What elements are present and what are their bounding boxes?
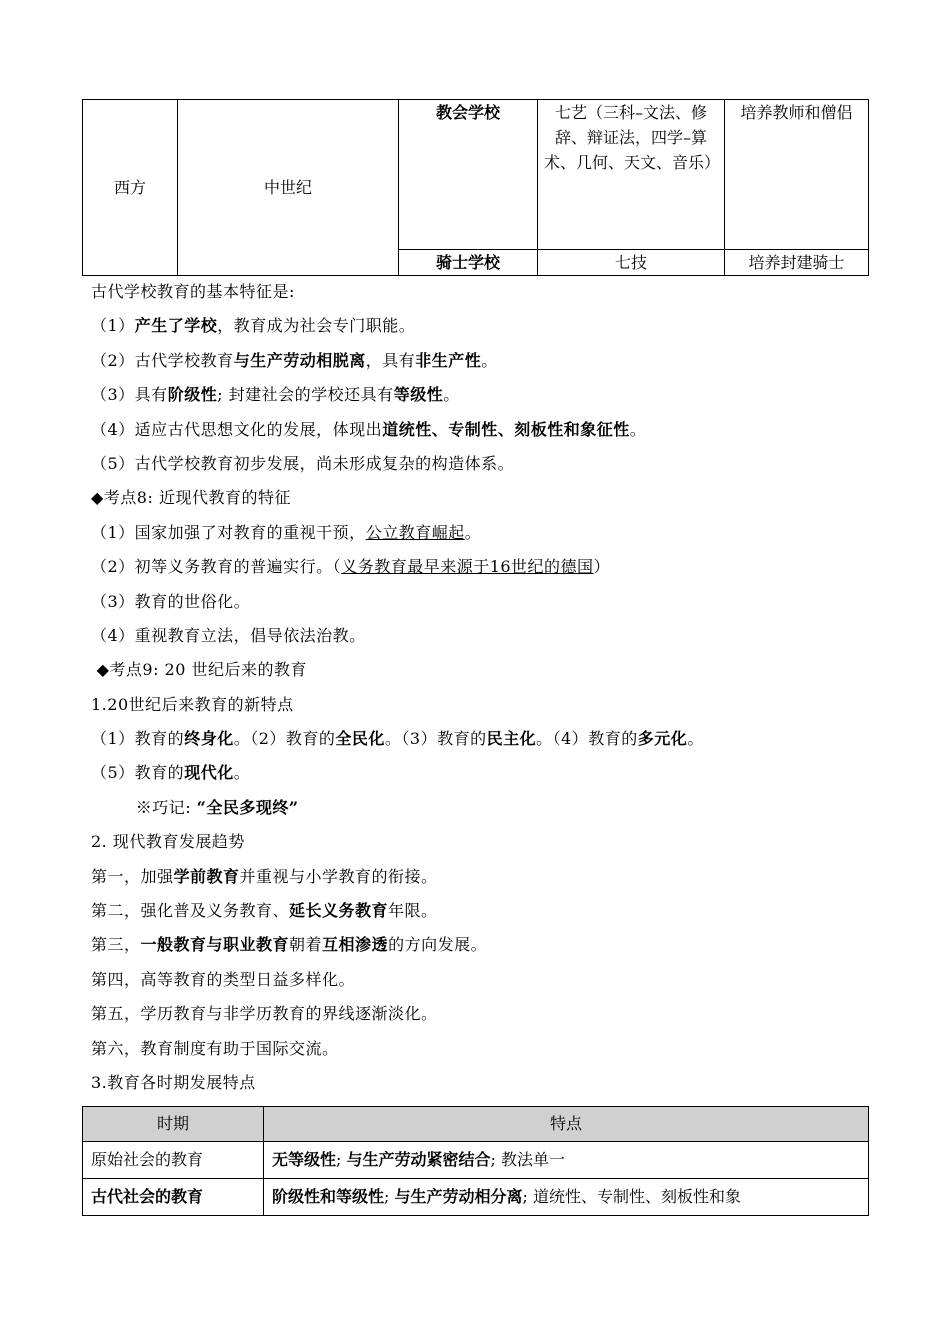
features-cell xyxy=(264,1179,869,1216)
text-segment: 朝着 xyxy=(289,935,323,955)
bold-text: 现代化 xyxy=(184,763,234,783)
bold-text: 延长义务教育 xyxy=(289,901,389,921)
school-name-cell: 骑士学校 xyxy=(399,250,538,276)
school-content-cell: 七艺（三科–文法、修辞、辩证法，四学–算术、几何、天文、音乐） xyxy=(538,100,725,250)
bold-text: 阶级性 xyxy=(167,385,218,405)
text-segment: ◆考点8: 近现代教育的特征 xyxy=(91,488,291,508)
text-segment: （3）具有 xyxy=(91,385,168,405)
text-segment: （1）教育的 xyxy=(91,729,185,749)
text-segment: 第一，加强 xyxy=(91,866,174,886)
text-line xyxy=(91,722,891,756)
period-cell: 原始社会的教育 xyxy=(83,1142,264,1179)
text-line xyxy=(91,481,891,515)
period-cell: 古代社会的教育 xyxy=(83,1179,264,1216)
text-segment: 1.20世纪后来教育的新特点 xyxy=(91,694,294,714)
text-segment: 第六，教育制度有助于国际交流。 xyxy=(91,1038,339,1058)
bold-text: 等级性 xyxy=(393,385,444,405)
text-segment: 。 xyxy=(687,729,704,749)
text-segment: ; xyxy=(336,1150,347,1169)
bold-text: 与生产劳动相脱离 xyxy=(233,350,366,370)
text-line xyxy=(91,894,891,928)
bold-text: 非生产性 xyxy=(415,350,482,370)
text-segment: 。（2）教育的 xyxy=(233,729,336,749)
underlined-text: 公立教育崛起 xyxy=(365,522,465,542)
bold-text: 互相渗透 xyxy=(322,935,389,955)
medieval-schools-table xyxy=(82,99,869,276)
text-segment: 第二，强化普及义务教育、 xyxy=(91,901,290,921)
text-line xyxy=(91,928,891,962)
bold-text: 学前教育 xyxy=(173,866,240,886)
school-goal-cell: 培养封建骑士 xyxy=(725,250,869,276)
school-goal-cell: 培养教师和僧侣 xyxy=(725,100,869,250)
text-segment: 第四，高等教育的类型日益多样化。 xyxy=(91,969,356,989)
education-periods-table xyxy=(82,1106,869,1216)
text-segment: 年限。 xyxy=(388,901,438,921)
text-line xyxy=(91,756,891,790)
text-segment: （2）古代学校教育 xyxy=(91,350,234,370)
text-line xyxy=(91,275,891,309)
text-segment: ◆考点9: 20 世纪后来的教育 xyxy=(91,660,307,680)
text-line xyxy=(91,516,891,550)
body-text xyxy=(91,275,891,1100)
text-segment: 的方向发展。 xyxy=(388,935,488,955)
text-segment: 并重视与小学教育的衔接。 xyxy=(239,866,438,886)
text-line xyxy=(91,550,891,584)
text-segment: 。 xyxy=(233,763,251,783)
bold-text: 道统性、专制性、刻板性和象征性 xyxy=(382,419,630,439)
bold-text: 与生产劳动相分离 xyxy=(394,1187,523,1206)
text-segment: （3）教育的世俗化。 xyxy=(91,591,251,611)
bold-text: 民主化 xyxy=(486,729,537,749)
bold-text: 无等级性 xyxy=(272,1150,337,1169)
text-segment: ） xyxy=(593,557,611,577)
bold-text: 多元化 xyxy=(637,729,688,749)
text-line xyxy=(91,860,891,894)
text-line xyxy=(91,413,891,447)
text-segment: 。 xyxy=(443,385,460,405)
text-segment: 古代学校教育的基本特征是: xyxy=(91,282,295,301)
text-line xyxy=(91,963,891,997)
text-segment: 。 xyxy=(464,522,482,542)
text-segment: ; 道统性、专制性、刻板性和象 xyxy=(522,1187,741,1206)
header-period: 时期 xyxy=(83,1107,264,1142)
text-line xyxy=(91,344,891,378)
text-segment: （4）重视教育立法，倡导依法治教。 xyxy=(91,625,366,645)
text-segment: （4）适应古代思想文化的发展，体现出 xyxy=(91,419,383,439)
bold-text: 阶级性和等级性 xyxy=(272,1187,385,1206)
text-line xyxy=(91,997,891,1031)
text-segment: ※巧记: xyxy=(91,797,197,817)
text-segment: （1） xyxy=(91,316,135,336)
text-segment: 2. 现代教育发展趋势 xyxy=(91,832,245,852)
text-segment: 。（3）教育的 xyxy=(384,729,487,749)
text-segment: 。（4）教育的 xyxy=(536,729,638,749)
bold-text: 一般教育与职业教育 xyxy=(140,935,290,955)
region-cell: 西方 xyxy=(83,100,178,276)
text-segment: 第五，学历教育与非学历教育的界线逐渐淡化。 xyxy=(91,1004,438,1024)
text-line xyxy=(91,653,891,687)
text-segment: （1）国家加强了对教育的重视干预， xyxy=(91,522,366,542)
text-segment: ; xyxy=(384,1187,395,1206)
features-cell xyxy=(264,1142,869,1179)
text-segment: （5）古代学校教育初步发展，尚未形成复杂的构造体系。 xyxy=(91,453,515,473)
bold-text: 产生了学校 xyxy=(134,316,218,336)
text-line xyxy=(91,619,891,653)
text-line xyxy=(91,688,891,722)
text-line xyxy=(91,447,891,481)
period-cell: 中世纪 xyxy=(178,100,399,276)
text-segment: 。 xyxy=(629,419,647,439)
text-line xyxy=(91,825,891,859)
header-features: 特点 xyxy=(264,1107,869,1142)
text-segment: （2）初等义务教育的普遍实行。（ xyxy=(91,557,342,577)
text-segment: ，具有 xyxy=(365,350,416,370)
bold-text: 与生产劳动紧密结合 xyxy=(346,1150,491,1169)
text-line xyxy=(91,585,891,619)
text-line xyxy=(91,1066,891,1100)
text-segment: （5）教育的 xyxy=(91,763,185,783)
text-line xyxy=(91,309,891,343)
text-segment: ; 教法单一 xyxy=(490,1150,565,1169)
text-segment: 。 xyxy=(481,350,498,370)
text-segment: ，教育成为社会专门职能。 xyxy=(217,316,416,336)
bold-text: “全民多现终” xyxy=(196,797,299,817)
text-segment: 第三， xyxy=(91,935,141,955)
underlined-text: 义务教育最早来源于16世纪的德国 xyxy=(341,557,594,577)
text-line xyxy=(91,791,891,825)
text-line xyxy=(91,378,891,412)
text-segment: ; 封建社会的学校还具有 xyxy=(217,385,394,405)
bold-text: 终身化 xyxy=(184,729,234,749)
text-line xyxy=(91,1032,891,1066)
bold-text: 全民化 xyxy=(335,729,385,749)
school-content-cell: 七技 xyxy=(538,250,725,276)
school-name-cell: 教会学校 xyxy=(399,100,538,250)
text-segment: 3.教育各时期发展特点 xyxy=(91,1072,256,1092)
